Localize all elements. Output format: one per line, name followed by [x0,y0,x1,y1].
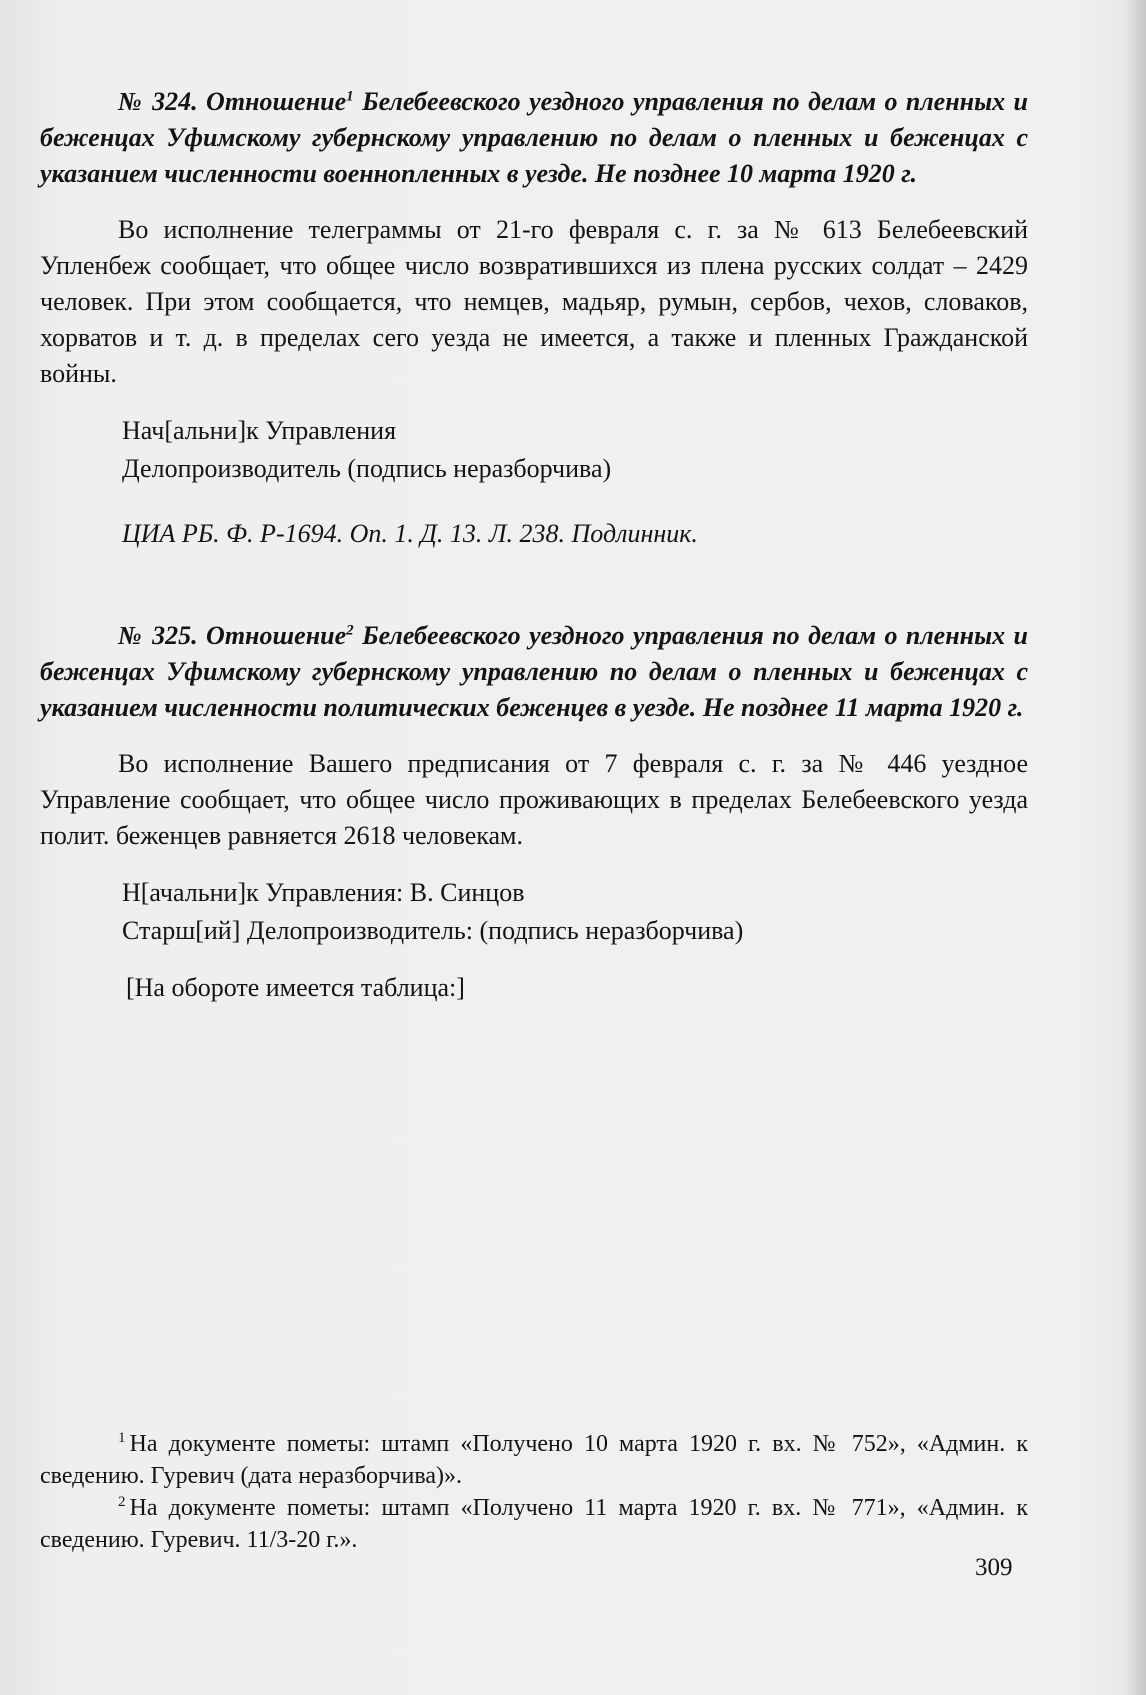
footnote-ref-2[interactable]: 2 [346,622,354,639]
footnote-1 [40,1428,1028,1492]
page-number: 309 [975,1554,1013,1581]
page-edge-shadow [1124,0,1146,1695]
doc-324-signature-chief: Нач[альни]к Управления [122,416,397,445]
footnote-2-number: 2 [118,1494,126,1510]
footnote-ref-1[interactable]: 1 [346,88,354,105]
doc-325-verso-note: [На обороте имеется таблица:] [126,973,465,1002]
doc-325-heading-title: № 325. Отношение [118,621,347,650]
doc-324-heading-title: № 324. Отношение [118,87,347,116]
document-body [40,84,1028,1006]
doc-324-archive-source: ЦИА РБ. Ф. Р-1694. Оп. 1. Д. 13. Л. 238. Подлинник. [122,519,698,548]
footnote-2-text: На документе пометы: штамп «Получено 11 марта 1920 г. вх. № 771», «Админ. к сведению. Гуревич. 11/3-20 г.». [40,1495,1028,1553]
doc-325-signature-chief: Н[ачальни]к Управления: В. Синцов [122,878,525,907]
doc-325-body: Во исполнение Вашего предписания от 7 февраля с. г. за № 446 уездное Управление сообщает, что общее число проживающих в пределах Белебеевского уезда полит. беженцев равняется 2618 человекам. [40,749,1028,850]
section-divider [40,552,1028,618]
doc-324-signature-clerk: Делопроизводитель (подпись неразборчива) [122,454,612,483]
footnote-1-text: На документе пометы: штамп «Получено 10 марта 1920 г. вх. № 752», «Админ. к сведению. Гуревич (дата неразборчива)». [40,1431,1028,1489]
footnote-1-number: 1 [118,1430,126,1446]
footnote-2 [40,1492,1028,1556]
doc-324-heading-text: Белебеевского уездного управления по делам о пленных и беженцах Уфимскому губернскому управлению по делам о пленных и беженцах с указанием численности военнопленных в уезде. Не позднее 10 марта 1920 г. [40,87,1029,188]
doc-325-signature-clerk: Старш[ий] Делопроизводитель: (подпись неразборчива) [122,916,744,945]
doc-324-heading [40,84,1028,192]
doc-324-body: Во исполнение телеграммы от 21-го февраля с. г. за № 613 Белебеевский Упленбеж сообщает, что общее число возвратившихся из плена русских солдат – 2429 человек. При этом сообщается, что немцев, мадьяр, румын, сербов, чехов, словаков, хорватов и т. д. в пределах сего уезда не имеется, а также и пленных Гражданской войны. [40,215,1028,388]
footnotes [40,1428,1028,1556]
doc-325-heading-text: Белебеевского уездного управления по делам о пленных и беженцах Уфимскому губернскому управлению по делам о пленных и беженцах с указанием численности политических беженцев в уезде. Не позднее 11 марта 1920 г. [40,621,1029,722]
doc-325-heading [40,618,1028,726]
